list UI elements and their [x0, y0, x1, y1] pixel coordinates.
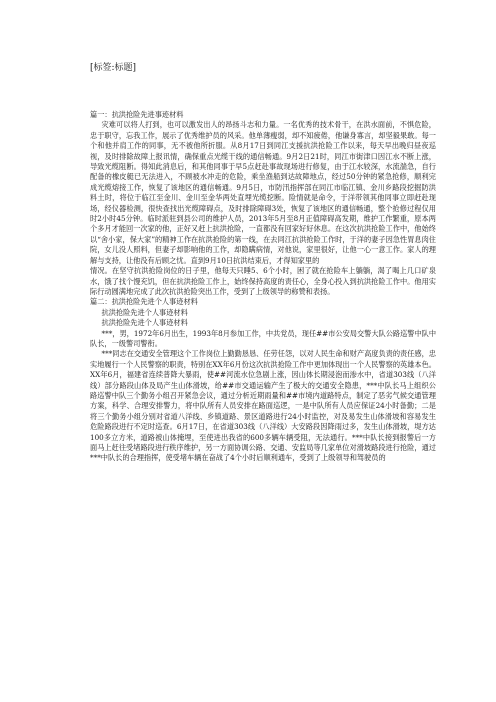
section-two [90, 297, 436, 464]
tag-placeholder: [标签:标题] [90, 63, 137, 73]
section-one-paragraph: 情况。在坚守抗洪抢险岗位的日子里，他每天只睡5、6个小时，困了就在抢险车上躺躺，渴了喝上几口矿泉水，饿了找个馒充饥，但在抗洪抢险工作上，始终保持高度的责任心，全身心投入到抗洪抢险工作中。他用实际行动圆满地完成了此次抗洪抢险突出工作，受到了上级领导的称赞和表扬。 [90, 266, 436, 296]
section-one-paragraph: 灾难可以将人打到，也可以激发出人的昂扬斗志和力量。一名优秀的技术骨干，在洪水面前，不惧危险，忠于职守，忘我工作，展示了优秀维护员的风采。他单薄瘦弱，却不知疲倦，他谦身寡言，却坚毅果敢。每一个和他并肩工作的同事，无不被他所折服。从8月17日到同江支援抗洪抢险工作以来，每天早出晚归昼夜巡视，及时排除故障上报讯情，确保重点光缆干线的通信畅通。9月2日21时，同江市街津口因江水不断上涨，导致光缆阻断。得知此消息后，和其他同事于早5点赶赴事故现场进行修复，由于江水较深，水流湍急，自行配备的橡皮艇已无法进入，不顾被水冲走的危险，乘坐渔船到达故障地点，经过50分钟的紧急抢修，顺利完成光缆熔接工作，恢复了该地区的通信畅通。9月5日，市防汛指挥部在同江市临江镇、金川乡路段挖掘防洪料土时，将位于临江至金川、金川至金华两处直埋光缆挖断。险情就是命令，于洋带领其他同事立即赶赴现场，经仪器检测，很快查找出光缆障碍点，及时排除障碍3处，恢复了该地区的通信畅通，整个抢修过程仅用时2小时45分钟。临时派驻到县公司的维护人员，2013年5月至8月正值障碍高发期，维护工作繁重，原本两个多月才能回一次家的他，正好又赶上抗洪抢险，一直都没有回家好好休息。在这次抗洪抢险工作中，他始终以“舍小家，保大家”的精神工作在抗洪抢险的第一线，在去同江抗洪抢险工作时，于洋的妻子因急性胃息肉住院，女儿没人照料，但妻子却影响他的工作，却隐瞒病情，对他说，家里很好，让他一心一意工作。家人的理解与支持，让他没有后顾之忧。直到9月10日抗洪结束后，才得知家里的 [90, 120, 436, 265]
section-two-subtitle: 抗洪抢险先进个人事迹材料 [101, 318, 188, 328]
section-two-subtitle: 抗洪抢险先进个人事迹材料 [101, 307, 188, 317]
section-one-title: 篇一：抗洪抢险先进事迹材料 [90, 110, 184, 119]
section-two-paragraph: ***，男，1972年6月出生，1993年8月参加工作，中共党员，现任##市公安局交警大队公路巡警中队中队长，一级警司警衔。 [90, 328, 437, 348]
section-two-title: 篇二：抗洪抢险先进个人事迹材料 [90, 297, 198, 307]
section-one [90, 110, 436, 297]
section-two-paragraph: ***同志在交通安全管理这个工作岗位上勤勤恳恳、任劳任怨，以对人民生命和财产高度负责的责任感，忠实地履行一个人民警察的职责，特别在XX年6月份这次抗洪抢险工作中更加体现出一个人民警察的英雄本色。XX年6月，福建省连续普降大暴雨，使##河流水位急剧上涨，因山体长期浸泡而渗水中，省道303线（八洋线）部分路段山体及局产生山体滑坡，给##市交通运输产生了极大的交通安全隐患，***中队长马上组织公路巡警中队三个勤务小组召开紧急会议，通过分析近期雨量和##市境内道路特点，制定了恶劣气候交通管理方案，科学、合理安排警力，将中队所有人员安排在路面巡逻，一是中队所有人员应保证24小时备勤；二是将三个勤务小组分别对省道八洋线、乡镇道路、景区道路进行24小时监控，对及易发生山体滑坡和容易发生危险路段进行不定时巡查。6月17日，在省道303线（八洋线）大安路段因降雨过多，发生山体滑坡，堤方达100多立方米，道路被山体掩埋，至使进出我省的600多辆车辆受阻，无法通行。***中队长接到报警后一方面马上赶往受堵路段进行秩序维护，另一方面协调公路、交通、安监局等几家单位对滑坡路段进行抢险，通过***中队长的合理指挥，使受堵车辆在奋战了4个小时后顺利通车，受到了上级领导和驾驶员的 [90, 349, 436, 463]
